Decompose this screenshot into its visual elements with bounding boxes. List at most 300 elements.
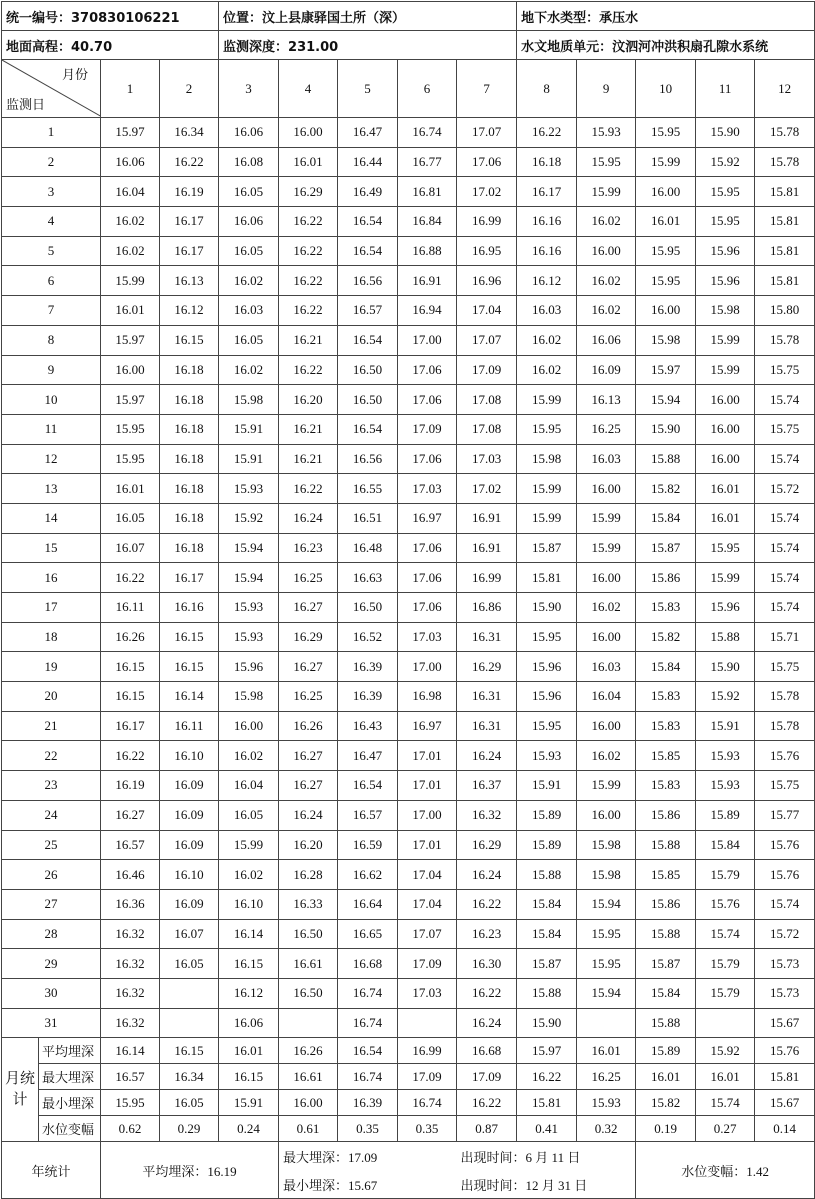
depth-value: 17.07 [398, 919, 457, 949]
surface-elevation: 地面高程：40.70 [2, 31, 219, 60]
depth-value: 15.96 [517, 682, 577, 712]
annual-row-1 [2, 1142, 815, 1171]
depth-value: 16.22 [101, 563, 160, 593]
day-label: 17 [2, 593, 101, 623]
stat-value: 0.14 [755, 1116, 815, 1142]
depth-value: 16.56 [338, 266, 398, 296]
depth-value: 15.89 [517, 800, 577, 830]
depth-value: 16.02 [577, 593, 636, 623]
stat-value: 16.15 [160, 1038, 219, 1064]
stat-value: 16.34 [160, 1064, 219, 1090]
day-label: 30 [2, 978, 101, 1008]
depth-value: 16.01 [101, 296, 160, 326]
depth-value: 16.03 [577, 444, 636, 474]
depth-value: 16.39 [338, 682, 398, 712]
depth-value: 16.02 [517, 355, 577, 385]
depth-value: 15.84 [636, 652, 696, 682]
depth-value: 16.74 [338, 978, 398, 1008]
day-row [2, 503, 815, 533]
depth-value: 16.22 [457, 889, 517, 919]
depth-value: 16.54 [338, 771, 398, 801]
corner-month-label: 月份 [61, 67, 88, 82]
depth-value: 15.96 [219, 652, 279, 682]
annual-max-time: 出现时间：6 月 11 日 [457, 1142, 636, 1171]
depth-value: 15.78 [755, 682, 815, 712]
station-id: 统一编号：370830106221 [2, 2, 219, 31]
depth-value: 15.67 [755, 1008, 815, 1038]
depth-value: 16.27 [279, 741, 338, 771]
depth-value: 15.83 [636, 682, 696, 712]
depth-value: 15.77 [755, 800, 815, 830]
depth-value: 16.05 [219, 236, 279, 266]
depth-value: 16.11 [101, 593, 160, 623]
depth-value: 17.06 [398, 533, 457, 563]
day-label: 10 [2, 385, 101, 415]
depth-value: 17.06 [398, 593, 457, 623]
depth-value: 16.01 [696, 503, 755, 533]
depth-value: 16.63 [338, 563, 398, 593]
depth-value: 15.94 [577, 978, 636, 1008]
depth-value: 15.84 [636, 503, 696, 533]
depth-value: 16.22 [279, 207, 338, 237]
day-label: 15 [2, 533, 101, 563]
depth-value: 16.05 [219, 325, 279, 355]
depth-value: 15.89 [696, 800, 755, 830]
annual-label: 年统计 [2, 1142, 101, 1199]
depth-value: 16.17 [101, 711, 160, 741]
depth-value: 15.76 [755, 741, 815, 771]
day-row [2, 830, 815, 860]
depth-value: 16.61 [279, 949, 338, 979]
stat-value: 16.01 [577, 1038, 636, 1064]
depth-value: 16.84 [398, 207, 457, 237]
depth-value: 16.16 [517, 236, 577, 266]
depth-value: 16.50 [338, 593, 398, 623]
depth-value: 15.95 [517, 622, 577, 652]
depth-value: 16.00 [279, 118, 338, 148]
depth-value: 15.72 [755, 919, 815, 949]
depth-value: 16.24 [457, 1008, 517, 1038]
depth-value: 16.88 [398, 236, 457, 266]
day-label: 4 [2, 207, 101, 237]
depth-value: 15.93 [219, 622, 279, 652]
depth-value: 17.01 [398, 771, 457, 801]
depth-value: 15.95 [696, 177, 755, 207]
depth-value: 15.86 [636, 563, 696, 593]
stat-value: 16.15 [219, 1064, 279, 1090]
depth-value: 16.20 [279, 385, 338, 415]
depth-value: 16.29 [279, 177, 338, 207]
depth-value: 15.83 [636, 771, 696, 801]
day-row [2, 919, 815, 949]
depth-value: 16.18 [517, 147, 577, 177]
depth-value: 16.95 [457, 236, 517, 266]
depth-value: 16.12 [160, 296, 219, 326]
day-label: 20 [2, 682, 101, 712]
month-header-4: 4 [279, 60, 338, 118]
depth-value: 15.85 [636, 741, 696, 771]
depth-value: 15.98 [517, 444, 577, 474]
depth-value: 15.75 [755, 771, 815, 801]
depth-value: 15.74 [696, 919, 755, 949]
stat-value: 0.32 [577, 1116, 636, 1142]
depth-value: 16.74 [338, 1008, 398, 1038]
depth-value: 16.00 [636, 177, 696, 207]
day-label: 19 [2, 652, 101, 682]
annual-range: 水位变幅：1.42 [636, 1142, 815, 1199]
depth-value: 16.27 [279, 652, 338, 682]
depth-value: 15.87 [636, 949, 696, 979]
stat-label: 最小埋深 [39, 1090, 101, 1116]
depth-value: 15.95 [636, 266, 696, 296]
depth-value: 15.95 [636, 118, 696, 148]
stat-value: 16.74 [398, 1090, 457, 1116]
depth-value: 16.28 [279, 860, 338, 890]
depth-value: 16.22 [279, 355, 338, 385]
depth-value: 15.98 [219, 682, 279, 712]
depth-value: 16.27 [101, 800, 160, 830]
depth-value: 15.99 [577, 503, 636, 533]
stat-value: 0.29 [160, 1116, 219, 1142]
depth-value: 16.12 [517, 266, 577, 296]
day-row [2, 593, 815, 623]
annual-min-time: 出现时间：12 月 31 日 [457, 1170, 636, 1199]
depth-value: 15.73 [755, 949, 815, 979]
depth-value: 16.21 [279, 444, 338, 474]
depth-value: 15.98 [636, 325, 696, 355]
depth-value: 15.88 [636, 1008, 696, 1038]
depth-value: 16.01 [279, 147, 338, 177]
depth-value: 17.07 [457, 325, 517, 355]
day-row [2, 652, 815, 682]
stat-value: 16.01 [219, 1038, 279, 1064]
depth-value: 15.99 [577, 771, 636, 801]
depth-value: 16.01 [636, 207, 696, 237]
depth-value: 16.22 [279, 266, 338, 296]
day-label: 5 [2, 236, 101, 266]
depth-value: 16.55 [338, 474, 398, 504]
depth-value: 15.96 [517, 652, 577, 682]
day-row [2, 949, 815, 979]
day-row [2, 147, 815, 177]
depth-value: 16.94 [398, 296, 457, 326]
depth-value: 15.82 [636, 622, 696, 652]
depth-value: 17.09 [457, 355, 517, 385]
monthly-stat-row [2, 1090, 815, 1116]
depth-value: 16.32 [101, 949, 160, 979]
depth-value: 16.77 [398, 147, 457, 177]
depth-value: 16.91 [457, 503, 517, 533]
depth-value: 15.95 [577, 147, 636, 177]
depth-value: 15.81 [755, 207, 815, 237]
day-row [2, 889, 815, 919]
depth-value: 15.93 [696, 771, 755, 801]
depth-value: 15.97 [101, 385, 160, 415]
depth-value: 16.09 [160, 830, 219, 860]
day-row [2, 622, 815, 652]
depth-value: 17.02 [457, 177, 517, 207]
depth-value [696, 1008, 755, 1038]
depth-value: 16.14 [160, 682, 219, 712]
annual-max-depth: 最大埋深：17.09 [279, 1142, 457, 1171]
depth-value: 16.00 [101, 355, 160, 385]
month-header-row [2, 60, 815, 118]
depth-value: 16.06 [219, 1008, 279, 1038]
stat-value: 0.35 [338, 1116, 398, 1142]
depth-value: 15.99 [219, 830, 279, 860]
day-row [2, 978, 815, 1008]
day-label: 12 [2, 444, 101, 474]
depth-value: 16.00 [577, 563, 636, 593]
depth-value: 16.56 [338, 444, 398, 474]
annual-min-depth: 最小埋深：15.67 [279, 1170, 457, 1199]
stat-value: 15.89 [636, 1038, 696, 1064]
depth-value: 15.78 [755, 118, 815, 148]
depth-value: 15.80 [755, 296, 815, 326]
depth-value: 16.02 [219, 355, 279, 385]
depth-value: 15.98 [696, 296, 755, 326]
depth-value: 16.00 [577, 711, 636, 741]
depth-value: 16.50 [279, 919, 338, 949]
day-row [2, 414, 815, 444]
depth-value: 15.93 [577, 118, 636, 148]
location: 位置：汶上县康驿国土所（深） [219, 2, 517, 31]
depth-value: 16.25 [577, 414, 636, 444]
depth-value: 16.54 [338, 236, 398, 266]
depth-value: 16.39 [338, 652, 398, 682]
stat-value: 17.09 [457, 1064, 517, 1090]
day-label: 6 [2, 266, 101, 296]
depth-value: 16.17 [160, 207, 219, 237]
stat-value: 16.01 [636, 1064, 696, 1090]
month-header-8: 8 [517, 60, 577, 118]
day-row [2, 1008, 815, 1038]
depth-value: 16.18 [160, 385, 219, 415]
depth-value: 17.00 [398, 325, 457, 355]
depth-value: 16.27 [279, 771, 338, 801]
depth-value: 17.00 [398, 800, 457, 830]
depth-value: 15.72 [755, 474, 815, 504]
depth-value: 16.18 [160, 533, 219, 563]
depth-value: 16.43 [338, 711, 398, 741]
depth-value: 15.79 [696, 860, 755, 890]
depth-value: 15.92 [219, 503, 279, 533]
depth-value: 15.95 [517, 414, 577, 444]
depth-value: 15.93 [219, 474, 279, 504]
day-label: 14 [2, 503, 101, 533]
day-label: 3 [2, 177, 101, 207]
depth-value: 16.21 [279, 325, 338, 355]
depth-value: 16.04 [577, 682, 636, 712]
depth-value: 16.36 [101, 889, 160, 919]
depth-value: 15.91 [219, 444, 279, 474]
depth-value: 15.95 [517, 711, 577, 741]
depth-value: 17.04 [457, 296, 517, 326]
depth-value: 15.99 [696, 563, 755, 593]
depth-value: 16.91 [398, 266, 457, 296]
month-header-7: 7 [457, 60, 517, 118]
depth-value: 16.02 [101, 236, 160, 266]
depth-value: 16.52 [338, 622, 398, 652]
depth-value: 15.93 [696, 741, 755, 771]
monthly-stat-row [2, 1038, 815, 1064]
depth-value: 15.87 [517, 949, 577, 979]
day-row [2, 355, 815, 385]
day-label: 27 [2, 889, 101, 919]
depth-value: 16.13 [160, 266, 219, 296]
stat-value: 15.91 [219, 1090, 279, 1116]
monthly-stat-row [2, 1064, 815, 1090]
stat-value: 16.25 [577, 1064, 636, 1090]
day-row [2, 682, 815, 712]
depth-value: 15.84 [517, 889, 577, 919]
depth-value: 16.06 [219, 118, 279, 148]
stat-value: 15.82 [636, 1090, 696, 1116]
depth-value: 15.95 [577, 949, 636, 979]
month-header-1: 1 [101, 60, 160, 118]
depth-value: 15.90 [636, 414, 696, 444]
day-row [2, 771, 815, 801]
depth-value: 15.99 [577, 533, 636, 563]
depth-value: 15.75 [755, 355, 815, 385]
depth-value: 15.95 [636, 236, 696, 266]
stat-value: 0.35 [398, 1116, 457, 1142]
depth-value: 15.93 [517, 741, 577, 771]
depth-value: 15.95 [577, 919, 636, 949]
header-row-2 [2, 31, 815, 60]
depth-value: 17.00 [398, 652, 457, 682]
depth-value: 16.04 [101, 177, 160, 207]
depth-value: 16.03 [577, 652, 636, 682]
stat-value: 16.57 [101, 1064, 160, 1090]
depth-value: 16.98 [398, 682, 457, 712]
depth-value: 16.05 [160, 949, 219, 979]
depth-value: 15.75 [755, 414, 815, 444]
depth-value: 15.81 [517, 563, 577, 593]
depth-value: 17.06 [457, 147, 517, 177]
depth-value: 16.99 [457, 207, 517, 237]
depth-value: 16.96 [457, 266, 517, 296]
month-header-3: 3 [219, 60, 279, 118]
depth-value [398, 1008, 457, 1038]
depth-value: 15.76 [755, 830, 815, 860]
day-row [2, 563, 815, 593]
depth-value: 16.01 [101, 474, 160, 504]
depth-value: 16.12 [219, 978, 279, 1008]
day-label: 28 [2, 919, 101, 949]
depth-value: 16.57 [101, 830, 160, 860]
depth-value: 15.88 [517, 860, 577, 890]
depth-value: 16.23 [457, 919, 517, 949]
day-label: 11 [2, 414, 101, 444]
depth-value: 15.74 [755, 889, 815, 919]
day-label: 26 [2, 860, 101, 890]
depth-value: 15.76 [755, 860, 815, 890]
depth-value: 16.25 [279, 563, 338, 593]
depth-value: 16.18 [160, 355, 219, 385]
depth-value: 16.04 [219, 771, 279, 801]
depth-value: 17.02 [457, 474, 517, 504]
stat-value: 0.61 [279, 1116, 338, 1142]
depth-value: 15.94 [219, 563, 279, 593]
depth-value: 15.87 [636, 533, 696, 563]
day-row [2, 444, 815, 474]
day-row [2, 533, 815, 563]
depth-value: 17.04 [398, 889, 457, 919]
day-row [2, 711, 815, 741]
depth-value: 16.18 [160, 444, 219, 474]
depth-value: 16.34 [160, 118, 219, 148]
depth-value: 16.17 [160, 563, 219, 593]
day-label: 24 [2, 800, 101, 830]
depth-value: 16.00 [696, 385, 755, 415]
stat-label: 水位变幅 [39, 1116, 101, 1142]
depth-value: 16.00 [219, 711, 279, 741]
groundwater-type: 地下水类型：承压水 [517, 2, 815, 31]
depth-value: 16.05 [101, 503, 160, 533]
depth-value: 16.20 [279, 830, 338, 860]
depth-value: 15.86 [636, 889, 696, 919]
day-row [2, 207, 815, 237]
depth-value: 15.92 [696, 147, 755, 177]
depth-value: 17.06 [398, 444, 457, 474]
depth-value: 15.85 [636, 860, 696, 890]
depth-value: 16.49 [338, 177, 398, 207]
day-label: 16 [2, 563, 101, 593]
depth-value: 16.03 [517, 296, 577, 326]
depth-value: 17.08 [457, 414, 517, 444]
depth-value: 16.25 [279, 682, 338, 712]
depth-value: 16.65 [338, 919, 398, 949]
depth-value: 15.74 [755, 563, 815, 593]
depth-value: 16.17 [160, 236, 219, 266]
stat-value: 15.67 [755, 1090, 815, 1116]
day-row [2, 325, 815, 355]
annual-avg-depth: 平均埋深：16.19 [101, 1142, 279, 1199]
depth-value: 16.23 [279, 533, 338, 563]
stat-value: 0.19 [636, 1116, 696, 1142]
day-row [2, 266, 815, 296]
day-row [2, 385, 815, 415]
depth-value: 16.54 [338, 414, 398, 444]
depth-value: 15.88 [517, 978, 577, 1008]
depth-value: 15.81 [755, 236, 815, 266]
depth-value: 15.95 [696, 207, 755, 237]
depth-value: 17.01 [398, 830, 457, 860]
depth-value: 16.00 [577, 236, 636, 266]
stat-value: 15.95 [101, 1090, 160, 1116]
depth-value: 16.57 [338, 296, 398, 326]
depth-value: 15.91 [517, 771, 577, 801]
day-row [2, 236, 815, 266]
depth-value: 16.15 [160, 622, 219, 652]
depth-value: 16.15 [219, 949, 279, 979]
depth-value: 16.33 [279, 889, 338, 919]
depth-value: 16.29 [279, 622, 338, 652]
stat-value: 0.24 [219, 1116, 279, 1142]
stat-value: 16.68 [457, 1038, 517, 1064]
depth-value: 16.22 [457, 978, 517, 1008]
depth-value: 16.06 [219, 207, 279, 237]
groundwater-depth-table [1, 1, 815, 1199]
corner-day-label: 监测日 [6, 97, 46, 112]
day-row [2, 741, 815, 771]
depth-value: 16.09 [160, 889, 219, 919]
depth-value: 15.88 [636, 830, 696, 860]
depth-value: 17.03 [398, 622, 457, 652]
depth-value: 16.15 [160, 325, 219, 355]
depth-value: 15.99 [101, 266, 160, 296]
